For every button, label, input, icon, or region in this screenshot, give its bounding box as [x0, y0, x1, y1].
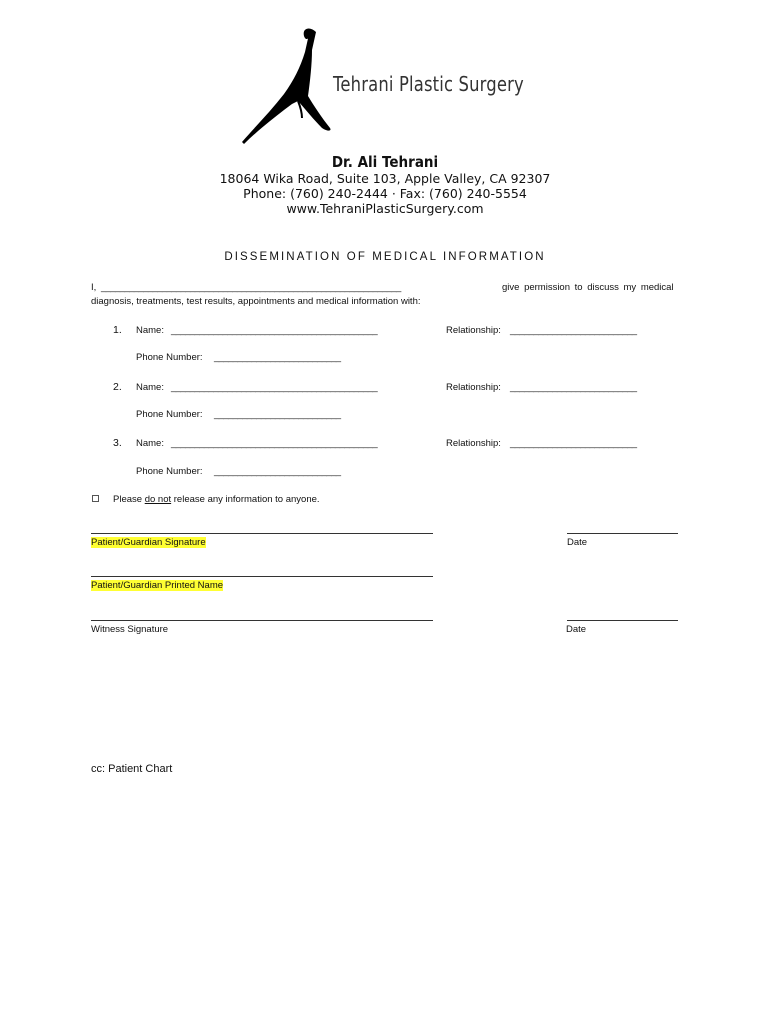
contact-3-name-label: Name: — [136, 438, 164, 449]
contact-1-relationship-label: Relationship: — [446, 325, 501, 336]
intro-suffix: give permission to discuss my medical — [502, 282, 674, 293]
contact-3-name-field[interactable]: ____________________________________________ — [171, 438, 378, 449]
contact-2-relationship-label: Relationship: — [446, 382, 501, 393]
date-2-line[interactable] — [567, 620, 678, 621]
address: 18064 Wika Road, Suite 103, Apple Valley, CA 92307 — [219, 171, 551, 186]
intro-line2: diagnosis, treatments, test results, appointments and medical information with: — [91, 296, 421, 307]
contact-1-name-label: Name: — [136, 325, 164, 336]
date-1-label: Date — [567, 537, 588, 548]
no-release-label: Please do not release any information to anyone. — [113, 494, 320, 505]
logo-text: Tehrani Plastic Surgery — [333, 72, 524, 96]
witness-signature-label: Witness Signature — [91, 624, 169, 635]
contact-3-relationship-field[interactable]: ___________________________ — [510, 438, 637, 449]
website: www.TehraniPlasticSurgery.com — [286, 201, 484, 216]
contact-1-relationship-field[interactable]: ___________________________ — [510, 325, 637, 336]
contact-2-phone-field[interactable]: ___________________________ — [214, 409, 341, 420]
contact-1-name-field[interactable]: ____________________________________________ — [171, 325, 378, 336]
form-title: DISSEMINATION OF MEDICAL INFORMATION — [224, 251, 546, 263]
date-1-line[interactable] — [567, 533, 678, 534]
intro-name-blank[interactable]: ________________________________________________________________ — [101, 282, 401, 293]
contact-3-phone-field[interactable]: ___________________________ — [214, 466, 341, 477]
contact-1-number: 1. — [113, 324, 122, 336]
contact-2-relationship-field[interactable]: ___________________________ — [510, 382, 637, 393]
no-release-checkbox[interactable] — [92, 495, 99, 502]
patient-signature-label: Patient/Guardian Signature — [91, 537, 206, 548]
logo-mark — [236, 24, 336, 148]
contact-2-phone-label: Phone Number: — [136, 409, 203, 420]
date-2-label: Date — [566, 624, 587, 635]
contact-3-phone-label: Phone Number: — [136, 466, 203, 477]
contact-3-number: 3. — [113, 437, 122, 449]
intro-prefix: I, — [91, 282, 97, 293]
contact-1-phone-field[interactable]: ___________________________ — [214, 352, 341, 363]
phone-fax: Phone: (760) 240-2444 · Fax: (760) 240-5554 — [243, 186, 527, 201]
printed-name-line[interactable] — [91, 576, 433, 577]
printed-name-label: Patient/Guardian Printed Name — [91, 580, 224, 591]
contact-3-relationship-label: Relationship: — [446, 438, 501, 449]
contact-1-phone-label: Phone Number: — [136, 352, 203, 363]
contact-2-name-field[interactable]: ____________________________________________ — [171, 382, 378, 393]
patient-signature-line[interactable] — [91, 533, 433, 534]
contact-2-name-label: Name: — [136, 382, 164, 393]
contact-2-number: 2. — [113, 381, 122, 393]
witness-signature-line[interactable] — [91, 620, 433, 621]
doctor-name: Dr. Ali Tehrani — [331, 153, 439, 171]
cc-note: cc: Patient Chart — [91, 763, 173, 775]
